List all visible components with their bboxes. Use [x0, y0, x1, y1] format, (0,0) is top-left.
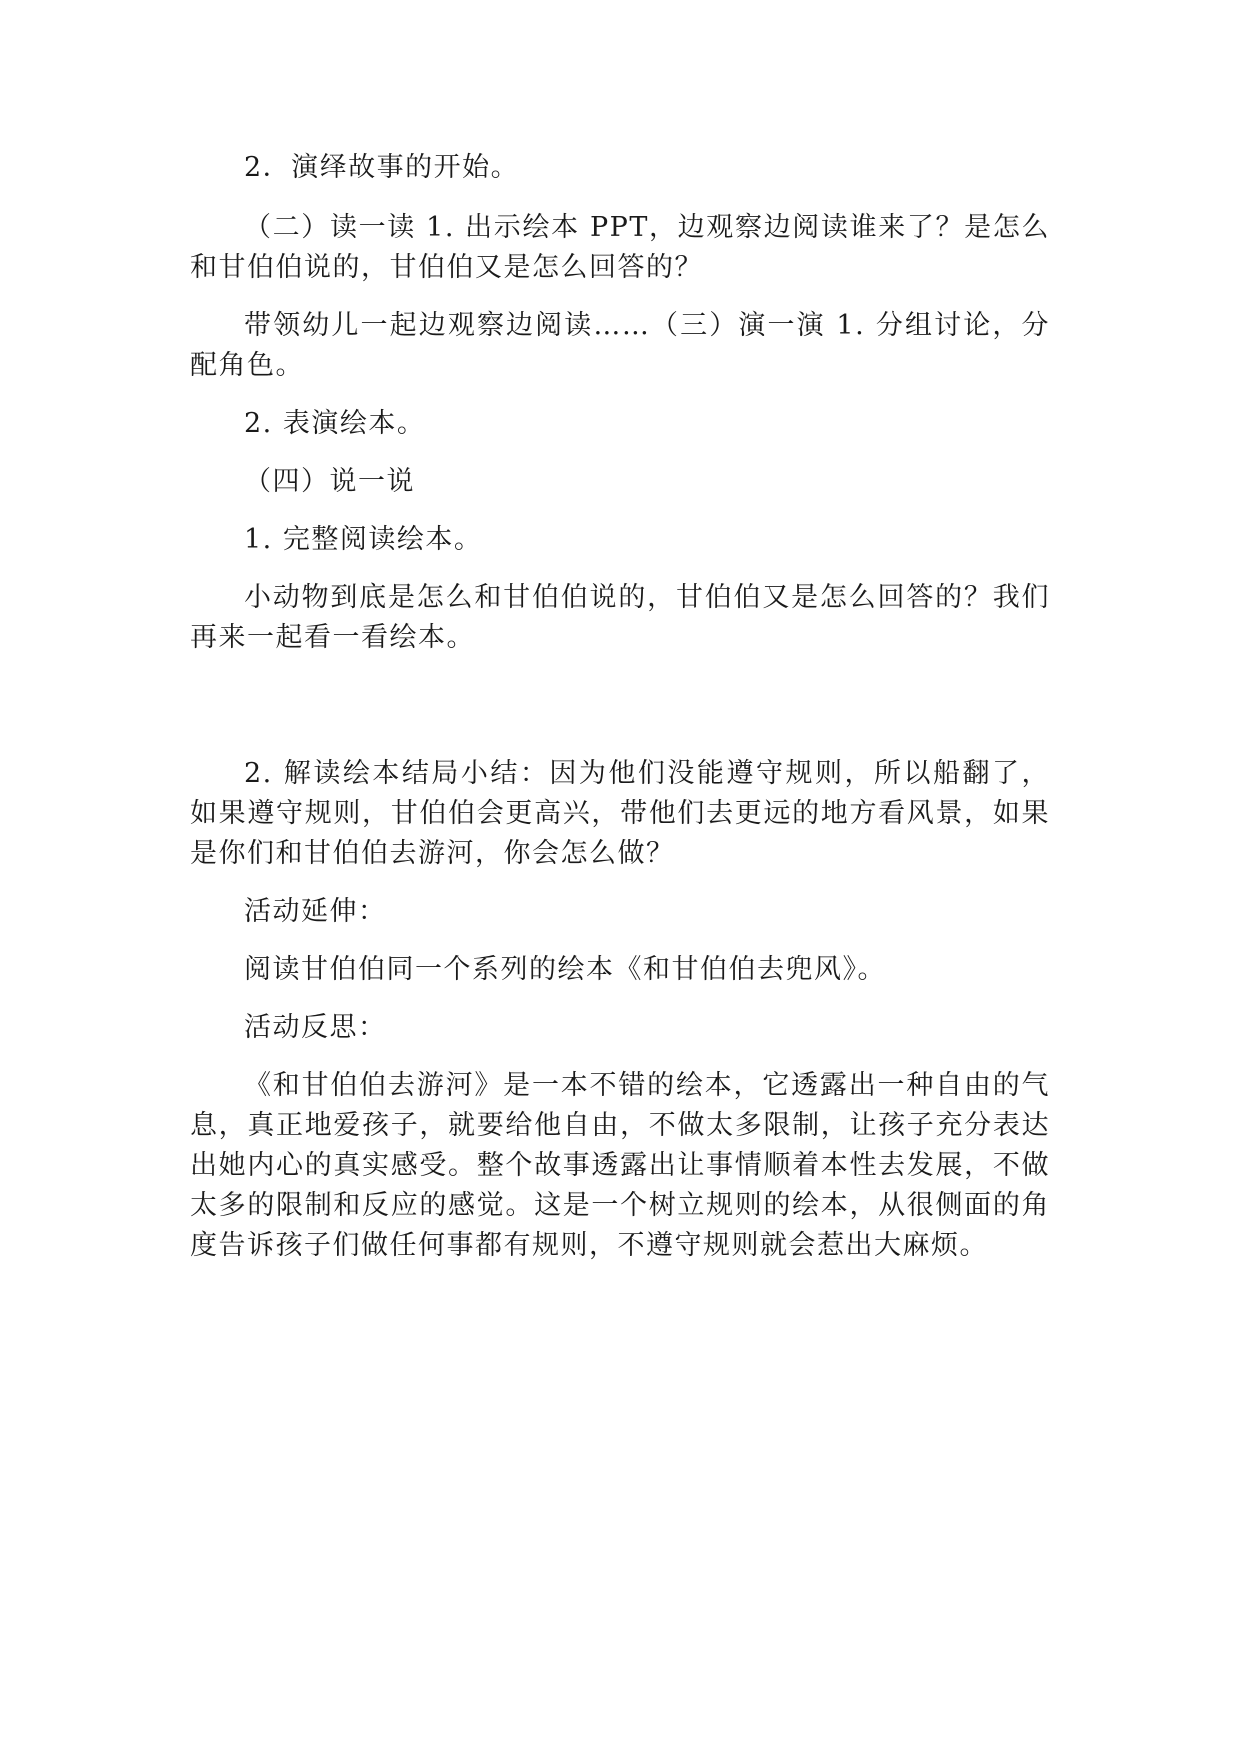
heading-activity-extension: 活动延伸： — [244, 896, 387, 927]
paragraph-reflection-content: 《和甘伯伯去游河》是一本不错的绘本，它透露出一种自由的气息，真正地爱孩子，就要给他自由，不做太多限制，让孩子充分表达出她内心的真实感受。整个故事透露出让事情顺着本性去发展，不做太多的限制和反应的感觉。这是一个树立规则的绘本，从很侧面的角度告诉孩子们做任何事都有规则，不遵守规则就会惹出大麻烦。 — [190, 1070, 1050, 1261]
paragraph-perform: 2. 表演绘本。 — [244, 408, 426, 439]
paragraph-speak-section: （四）说一说 — [244, 466, 415, 497]
paragraph-guide-reading: 带领幼儿一起边观察边阅读……（三）演一演 1. 分组讨论，分配角色。 — [190, 310, 1050, 381]
paragraph-question: 小动物到底是怎么和甘伯伯说的，甘伯伯又是怎么回答的？我们再来一起看一看绘本。 — [190, 582, 1050, 653]
paragraph-extension-content: 阅读甘伯伯同一个系列的绘本《和甘伯伯去兜风》。 — [244, 954, 886, 985]
paragraph-summary: 2. 解读绘本结局小结：因为他们没能遵守规则，所以船翻了，如果遵守规则，甘伯伯会更高兴，带他们去更远的地方看风景，如果是你们和甘伯伯去游河，你会怎么做？ — [190, 758, 1050, 869]
paragraph-full-reading: 1. 完整阅读绘本。 — [244, 524, 483, 555]
heading-activity-reflection: 活动反思： — [244, 1012, 387, 1043]
document-body — [190, 148, 1050, 1266]
paragraph-story-start: 2．演绎故事的开始。 — [244, 152, 520, 183]
paragraph-read-section: （二）读一读 1. 出示绘本 PPT，边观察边阅读谁来了？是怎么和甘伯伯说的，甘伯伯又是怎么回答的？ — [190, 212, 1050, 283]
blank-spacer — [190, 676, 1050, 754]
